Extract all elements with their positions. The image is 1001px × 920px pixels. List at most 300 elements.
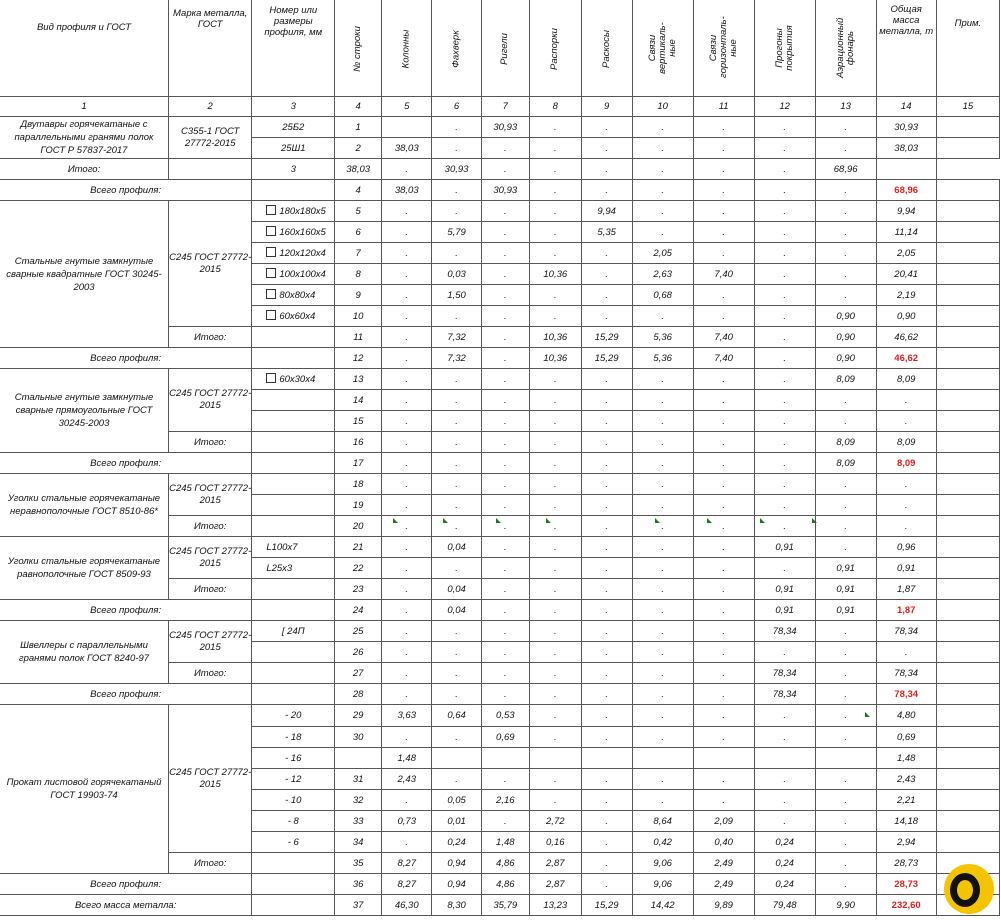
row-number-cell: 17 [335,453,382,474]
value-cell: . [632,201,693,222]
value-cell: 8,09 [815,432,876,453]
value-cell: . [581,663,632,684]
profile-type-cell: Швеллеры с параллельными гранями полок ГОСТ 8240-97 [0,621,169,684]
header-cell: Аэрационный фонарь [815,0,876,97]
value-cell [432,748,481,769]
grand-total-label: Всего масса металла: [0,895,252,916]
value-cell: . [581,705,632,727]
profile-size-cell: [ 24П [252,621,335,642]
value-cell: . [754,432,815,453]
profile-size-cell: L25х3 [252,558,335,579]
value-cell: . [754,390,815,411]
total-mass-cell: 1,48 [876,748,936,769]
value-cell: . [481,369,529,390]
value-cell: . [754,642,815,663]
value-cell: . [432,117,481,138]
value-cell: 0,91 [815,579,876,600]
value-cell: . [693,516,754,537]
value-cell: 5,36 [632,348,693,369]
row-number-cell: 11 [335,327,382,348]
profile-cell [252,684,335,705]
column-number-cell: 8 [529,97,581,117]
value-cell: . [693,642,754,663]
value-cell: . [432,306,481,327]
value-cell [936,285,999,306]
value-cell: 0,94 [432,853,481,874]
column-number-cell: 10 [632,97,693,117]
profile-size-cell [252,432,335,453]
value-cell: . [581,537,632,558]
value-cell: 0,91 [754,537,815,558]
value-cell [936,369,999,390]
table-row [0,874,1000,895]
cell-marker-icon [546,518,551,523]
value-cell [529,748,581,769]
total-mass-cell: 2,19 [876,285,936,306]
value-cell: . [693,769,754,790]
profile-type-cell: Уголки стальные горячекатаные неравнополочные ГОСТ 8510-86* [0,474,169,537]
value-cell: . [529,684,581,705]
row-number-cell: 1 [335,117,382,138]
value-cell: . [693,180,754,201]
value-cell: . [432,642,481,663]
value-cell: . [581,159,632,180]
value-cell: . [481,411,529,432]
total-mass-cell: 78,34 [876,621,936,642]
value-cell: 15,29 [581,327,632,348]
steel-grade-cell: С245 ГОСТ 27772-2015 [169,474,252,516]
value-cell: . [382,516,432,537]
header-cell: Прогоны покрытия [754,0,815,97]
checkbox-icon [266,373,276,383]
row-number-cell: 15 [335,411,382,432]
value-cell [382,117,432,138]
value-cell: . [581,117,632,138]
value-cell: . [693,243,754,264]
value-cell: 7,40 [693,327,754,348]
row-number-cell: 25 [335,621,382,642]
itogo-label: Итого: [169,663,252,684]
table-row [0,348,1000,369]
value-cell: . [754,180,815,201]
value-cell: . [382,600,432,621]
value-cell: . [432,369,481,390]
value-cell: . [481,243,529,264]
value-cell: . [754,327,815,348]
value-cell: 2,72 [529,811,581,832]
value-cell [936,642,999,663]
value-cell: . [632,432,693,453]
column-number-cell: 4 [335,97,382,117]
value-cell: . [632,495,693,516]
value-cell: . [815,705,876,727]
profile-size-cell [252,390,335,411]
value-cell: 2,43 [382,769,432,790]
value-cell: . [529,453,581,474]
total-mass-cell: 232,60 [876,895,936,916]
value-cell [754,748,815,769]
value-cell: . [481,222,529,243]
value-cell: . [815,411,876,432]
value-cell: . [693,790,754,811]
total-mass-cell: 46,62 [876,348,936,369]
value-cell: . [382,474,432,495]
value-cell: 15,29 [581,348,632,369]
profile-cell [252,874,335,895]
value-cell: . [815,811,876,832]
column-number-row [0,97,1000,117]
value-cell: . [581,811,632,832]
value-cell: . [481,558,529,579]
value-cell: . [693,222,754,243]
profile-size-cell: 100х100х4 [252,264,335,285]
total-mass-cell: 30,93 [876,117,936,138]
profile-size-cell [252,495,335,516]
value-cell: 13,23 [529,895,581,916]
value-cell: . [581,411,632,432]
value-cell: 79,48 [754,895,815,916]
value-cell: . [481,306,529,327]
value-cell: . [632,138,693,159]
value-cell: . [632,600,693,621]
value-cell [936,579,999,600]
profile-cell [252,348,335,369]
value-cell: . [382,727,432,748]
value-cell: . [529,411,581,432]
value-cell: . [754,495,815,516]
value-cell: 0,16 [529,832,581,853]
profile-size-cell [252,579,335,600]
value-cell: . [481,621,529,642]
value-cell: 0,24 [754,874,815,895]
value-cell: 0,90 [815,306,876,327]
row-number-cell: 12 [335,348,382,369]
table-row [0,705,1000,727]
value-cell: . [382,201,432,222]
value-cell: . [754,705,815,727]
value-cell: . [693,727,754,748]
value-cell: . [529,369,581,390]
value-cell: . [481,327,529,348]
value-cell: . [382,411,432,432]
column-number-cell: 6 [432,97,481,117]
value-cell: 0,24 [754,853,815,874]
value-cell: . [382,537,432,558]
value-cell [936,411,999,432]
row-number-cell: 14 [335,390,382,411]
value-cell: 7,40 [693,348,754,369]
value-cell: 78,34 [754,684,815,705]
value-cell: . [581,558,632,579]
value-cell: . [754,117,815,138]
value-cell: . [432,474,481,495]
value-cell: . [693,600,754,621]
value-cell [936,516,999,537]
value-cell: . [815,853,876,874]
header-cell: Колонны [382,0,432,97]
value-cell: . [432,201,481,222]
value-cell: . [529,769,581,790]
value-cell [936,306,999,327]
value-cell [936,663,999,684]
column-number-cell: 2 [169,97,252,117]
profile-size-cell: - 6 [252,832,335,853]
value-cell: . [815,264,876,285]
value-cell: 9,06 [632,874,693,895]
value-cell [936,138,999,159]
value-cell: 8,09 [815,453,876,474]
row-number-cell: 3 [252,159,335,180]
value-cell [936,348,999,369]
value-cell: . [481,264,529,285]
value-cell: . [382,832,432,853]
value-cell: . [632,769,693,790]
total-mass-cell: 1,87 [876,579,936,600]
steel-grade-cell: С245 ГОСТ 27772-2015 [169,537,252,579]
row-number-cell: 2 [335,138,382,159]
value-cell: . [481,537,529,558]
row-number-cell: 7 [335,243,382,264]
total-mass-cell: 78,34 [876,663,936,684]
value-cell: . [581,684,632,705]
value-cell [936,264,999,285]
value-cell: 4,86 [481,853,529,874]
value-cell: . [529,117,581,138]
value-cell: . [632,159,693,180]
value-cell: 8,09 [815,369,876,390]
value-cell: . [581,390,632,411]
total-label: Всего профиля: [0,453,252,474]
value-cell [936,558,999,579]
value-cell: 0,05 [432,790,481,811]
row-number-cell: 31 [335,769,382,790]
value-cell: 2,16 [481,790,529,811]
checkbox-icon [266,247,276,257]
value-cell: . [581,369,632,390]
profile-type-cell: Стальные гнутые замкнутые сварные прямоугольные ГОСТ 30245-2003 [0,369,169,453]
value-cell: . [693,705,754,727]
value-cell [581,748,632,769]
value-cell: . [754,790,815,811]
value-cell: . [529,474,581,495]
total-mass-cell: 46,62 [876,327,936,348]
column-number-cell: 9 [581,97,632,117]
value-cell: . [632,390,693,411]
value-cell: 5,36 [632,327,693,348]
value-cell [936,537,999,558]
value-cell: . [815,390,876,411]
profile-size-cell [252,411,335,432]
total-mass-cell: 0,91 [876,558,936,579]
value-cell: . [632,117,693,138]
value-cell: . [815,201,876,222]
value-cell: . [693,453,754,474]
value-cell: 0,40 [693,832,754,853]
value-cell: 1,50 [432,285,481,306]
value-cell: . [693,201,754,222]
row-number-cell: 6 [335,222,382,243]
value-cell [815,748,876,769]
value-cell: . [481,495,529,516]
steel-grade-cell: С245 ГОСТ 27772-2015 [169,621,252,663]
steel-grade-cell: С245 ГОСТ 27772-2015 [169,369,252,432]
value-cell: . [529,642,581,663]
value-cell: 7,40 [693,264,754,285]
value-cell: 30,93 [432,159,481,180]
value-cell: 0,42 [632,832,693,853]
value-cell: . [382,369,432,390]
itogo-label: Итого: [169,853,252,874]
profile-size-cell [252,853,335,874]
value-cell: . [754,348,815,369]
value-cell: . [632,727,693,748]
header-cell: Номер или размеры профиля, мм [252,0,335,97]
profile-size-cell: 60х60х4 [252,306,335,327]
value-cell: . [815,642,876,663]
value-cell [936,684,999,705]
value-cell: 9,94 [581,201,632,222]
profile-type-cell: Двутавры горячекатаные с параллельными гранями полок ГОСТ Р 57837-2017 [0,117,169,159]
value-cell: . [529,537,581,558]
value-cell: . [382,327,432,348]
table-row [0,369,1000,390]
value-cell: . [529,600,581,621]
value-cell: 0,04 [432,600,481,621]
value-cell: . [382,285,432,306]
cell-marker-icon [496,518,501,523]
value-cell: . [754,811,815,832]
value-cell: . [754,516,815,537]
total-label: Всего профиля: [0,600,252,621]
value-cell: . [693,495,754,516]
column-number-cell: 3 [252,97,335,117]
value-cell: . [581,264,632,285]
value-cell: . [432,769,481,790]
value-cell [936,811,999,832]
row-number-cell: 23 [335,579,382,600]
value-cell: . [693,579,754,600]
value-cell: . [632,369,693,390]
value-cell: . [815,684,876,705]
value-cell: . [481,285,529,306]
row-number-cell: 10 [335,306,382,327]
value-cell: . [581,642,632,663]
value-cell: . [815,474,876,495]
header-cell: Прим. [936,0,999,97]
total-mass-cell: 38,03 [876,138,936,159]
value-cell: . [529,201,581,222]
value-cell: . [382,663,432,684]
value-cell: . [382,243,432,264]
total-mass-cell: . [876,474,936,495]
value-cell: . [581,874,632,895]
total-mass-cell: 1,87 [876,600,936,621]
value-cell [936,117,999,138]
value-cell [693,748,754,769]
header-cell: Связи горизонталь-ные [693,0,754,97]
value-cell [936,600,999,621]
value-cell: . [432,558,481,579]
itogo-label: Итого: [169,579,252,600]
value-cell: 78,34 [754,621,815,642]
value-cell: . [632,790,693,811]
value-cell: . [815,138,876,159]
value-cell: 35,79 [481,895,529,916]
value-cell: . [632,684,693,705]
profile-size-cell: - 20 [252,705,335,727]
value-cell: . [481,769,529,790]
value-cell [876,159,936,180]
value-cell: 2,63 [632,264,693,285]
value-cell: . [754,264,815,285]
value-cell: 8,27 [382,874,432,895]
value-cell: . [382,306,432,327]
value-cell: . [632,663,693,684]
row-number-cell: 36 [335,874,382,895]
value-cell: . [481,811,529,832]
value-cell: 0,68 [632,285,693,306]
table-row [0,474,1000,495]
row-number-cell: 9 [335,285,382,306]
itogo-label: Итого: [169,432,252,453]
row-number-cell: 4 [335,180,382,201]
value-cell: . [432,432,481,453]
value-cell: . [693,663,754,684]
value-cell: 0,04 [432,537,481,558]
row-number-cell: 20 [335,516,382,537]
row-number-cell: 21 [335,537,382,558]
value-cell: . [382,642,432,663]
value-cell: . [432,180,481,201]
value-cell: . [481,138,529,159]
value-cell: . [529,558,581,579]
total-mass-cell: 11,14 [876,222,936,243]
row-number-cell: 19 [335,495,382,516]
value-cell: 5,79 [432,222,481,243]
value-cell: 2,05 [632,243,693,264]
header-cell: Вид профиля и ГОСТ [0,0,169,97]
profile-size-cell [169,159,252,180]
checkbox-icon [266,226,276,236]
total-mass-cell: 0,96 [876,537,936,558]
value-cell: . [815,874,876,895]
value-cell [936,201,999,222]
value-cell: . [581,516,632,537]
total-label: Всего профиля: [0,874,252,895]
total-mass-cell: 9,94 [876,201,936,222]
value-cell: 38,03 [382,180,432,201]
value-cell: . [754,222,815,243]
value-cell: . [693,684,754,705]
value-cell: . [815,621,876,642]
cell-marker-icon [812,518,817,523]
value-cell: . [481,159,529,180]
value-cell [936,474,999,495]
value-cell: . [754,474,815,495]
value-cell: 2,87 [529,853,581,874]
profile-size-cell: - 16 [252,748,335,769]
value-cell: . [432,243,481,264]
value-cell: 0,24 [754,832,815,853]
value-cell: . [632,642,693,663]
row-number-cell: 33 [335,811,382,832]
value-cell: . [581,579,632,600]
value-cell: . [382,453,432,474]
value-cell: . [529,705,581,727]
app-logo-icon [944,864,994,914]
value-cell: . [529,390,581,411]
total-mass-cell: 0,90 [876,306,936,327]
